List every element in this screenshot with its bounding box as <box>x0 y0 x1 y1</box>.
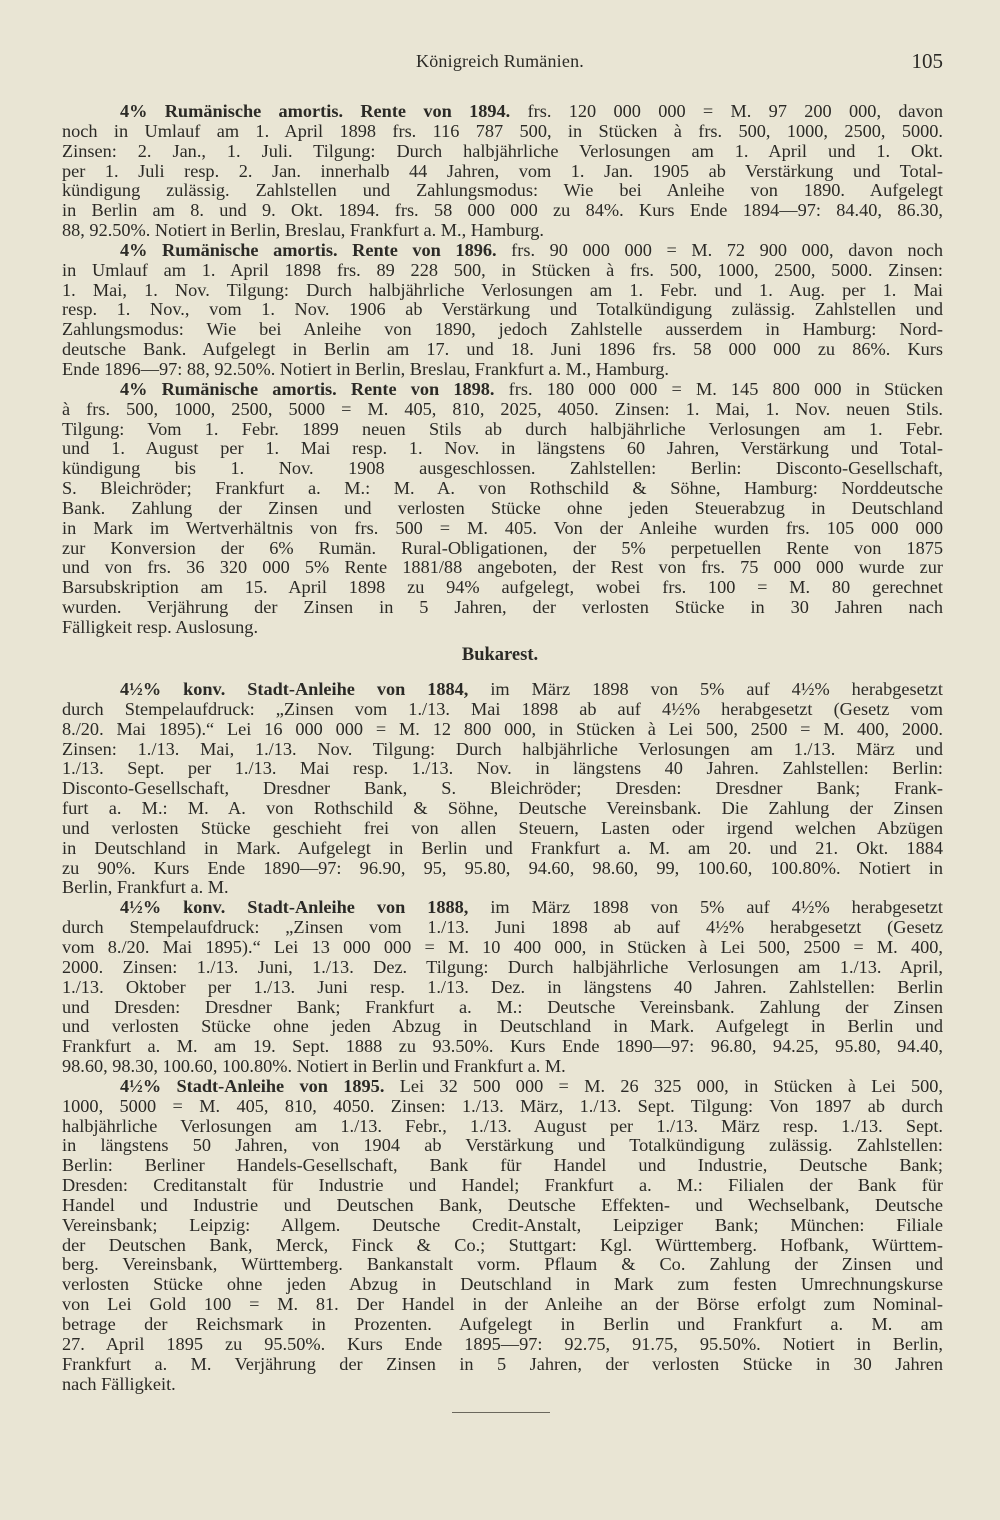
line-text: und Dresden: Dresdner Bank; Frankfurt a. M.: Deutsche Vereinsbank. Zahlung der Zinsen <box>62 996 943 1017</box>
paragraph <box>62 898 943 1077</box>
line-text: zur Konversion der 6% Rumän. Rural-Obligationen, der 5% perpetuellen Rente von 1875 <box>62 537 943 558</box>
text-line <box>62 281 943 301</box>
text-line <box>62 340 943 360</box>
text-line <box>62 459 943 479</box>
paragraph <box>62 241 943 380</box>
text-line <box>62 1196 943 1216</box>
text-line <box>62 898 943 918</box>
text-line <box>62 598 943 618</box>
paragraph <box>62 1077 943 1395</box>
text-line <box>62 878 943 898</box>
text-line <box>62 1117 943 1137</box>
paragraph-lead: 4½% konv. Stadt-Anleihe von 1888, <box>120 897 469 918</box>
line-text: kündigung zulässig. Zahlstellen und Zahlungsmodus: Wie bei Anleihe von 1890. Aufgelegt <box>62 180 943 201</box>
text-line <box>62 578 943 598</box>
text-line <box>62 221 943 241</box>
line-text: 1. Mai, 1. Nov. Tilgung: Durch halbjährliche Verlosungen am 1. Febr. und 1. Aug. per 1. Mai <box>62 279 943 300</box>
text-line <box>62 1275 943 1295</box>
line-text: und verlosten Stücke ohne jeden Abzug in Deutschland in Mark. Aufgelegt in Berlin und <box>62 1016 943 1037</box>
line-text: frs. 120 000 000 = M. 97 200 000, davon <box>510 101 943 121</box>
text-line <box>62 618 943 638</box>
text-line <box>62 1017 943 1037</box>
text-line <box>62 241 943 261</box>
text-line <box>62 1355 943 1375</box>
page-number: 105 <box>911 49 943 73</box>
line-text: in Deutschland in Mark. Aufgelegt in Berlin und Frankfurt a. M. am 20. und 21. Okt. 1884 <box>62 837 943 858</box>
text-line <box>62 1335 943 1355</box>
text-line <box>62 720 943 740</box>
paragraph <box>62 680 943 898</box>
line-text: Barsubskription am 15. April 1898 zu 94% aufgelegt, wobei frs. 100 = M. 80 gerechnet <box>62 577 943 598</box>
text-line <box>62 479 943 499</box>
line-text: der Deutschen Bank, Merck, Finck & Co.; Stuttgart: Kgl. Württemberg. Hofbank, Württem- <box>62 1234 943 1255</box>
line-text: Ende 1896—97: 88, 92.50%. Notiert in Berlin, Breslau, Frankfurt a. M., Hamburg. <box>62 358 669 379</box>
text-line <box>62 162 943 182</box>
text-line <box>62 1375 943 1395</box>
bukarest-anleihe-section <box>62 680 943 1394</box>
text-line <box>62 142 943 162</box>
text-line <box>62 799 943 819</box>
line-text: Zinsen: 2. Jan., 1. Juli. Tilgung: Durch halbjährliche Verlosungen am 1. April und 1. Okt. <box>62 140 943 161</box>
line-text: verlosten Stücke ohne jeden Abzug in Deutschland in Mark zum festen Umrechnungskurse <box>62 1274 943 1295</box>
line-text: und von frs. 36 320 000 5% Rente 1881/88 angeboten, der Rest von frs. 75 000 000 wurde zur <box>62 557 943 578</box>
line-text: Berlin: Berliner Handels-Gesellschaft, Bank für Handel und Industrie, Deutsche Bank; <box>62 1155 943 1176</box>
line-text: 1000, 5000 = M. 405, 810, 4050. Zinsen: 1./13. März, 1./13. Sept. Tilgung: Von 1897 ab durch <box>62 1095 943 1116</box>
line-text: Zinsen: 1./13. Mai, 1./13. Nov. Tilgung: Durch halbjährliche Verlosungen am 1./13. März und <box>62 738 943 759</box>
text-line <box>62 1216 943 1236</box>
running-title: Königreich Rumänien. <box>416 51 584 71</box>
text-line <box>62 839 943 859</box>
line-text: frs. 180 000 000 = M. 145 800 000 in Stücken <box>494 378 943 399</box>
line-text: berg. Vereinsbank, Württemberg. Bankanstalt vorm. Pflaum & Co. Zahlung der Zinsen und <box>62 1254 943 1275</box>
paragraph <box>62 380 943 638</box>
line-text: Lei 32 500 000 = M. 26 325 000, in Stücken à Lei 500, <box>384 1075 943 1096</box>
paragraph-lead: 4% Rumänische amortis. Rente von 1896. <box>120 239 497 260</box>
line-text: 8./20. Mai 1895).“ Lei 16 000 000 = M. 12 800 000, in Stücken à Lei 500, 2500 = M. 400, 2000. <box>62 718 943 739</box>
line-text: à frs. 500, 1000, 2500, 5000 = M. 405, 810, 2025, 4050. Zinsen: 1. Mai, 1. Nov. neuen Stils. <box>62 398 943 419</box>
paragraph-lead: 4½% Stadt-Anleihe von 1895. <box>120 1075 385 1096</box>
text-line <box>62 779 943 799</box>
text-line <box>62 519 943 539</box>
text-line <box>62 700 943 720</box>
text-line <box>62 958 943 978</box>
text-line <box>62 539 943 559</box>
line-text: Dresden: Creditanstalt für Industrie und Handel; Frankfurt a. M.: Filialen der Bank für <box>62 1175 943 1196</box>
text-line <box>62 759 943 779</box>
paragraph <box>62 102 943 241</box>
line-text: durch Stempelaufdruck: „Zinsen vom 1./13. Mai 1898 ab auf 4½% herabgesetzt (Gesetz vom <box>62 698 943 719</box>
line-text: 2000. Zinsen: 1./13. Juni, 1./13. Dez. Tilgung: Durch halbjährliche Verlosungen am 1./13. April, <box>62 956 943 977</box>
line-text: von Lei Gold 100 = M. 81. Der Handel in der Anleihe an der Börse erfolgt zum Nominal- <box>62 1294 943 1315</box>
text-line <box>62 1236 943 1256</box>
line-text: Frankfurt a. M. am 19. Sept. 1888 zu 93.50%. Kurs Ende 1890—97: 96.80, 94.25, 95.80, 94.40, <box>62 1036 943 1057</box>
text-line <box>62 499 943 519</box>
line-text: Frankfurt a. M. Verjährung der Zinsen in 5 Jahren, der verlosten Stücke in 30 Jahren <box>62 1353 943 1374</box>
paragraph-lead: 4% Rumänische amortis. Rente von 1894. <box>120 101 511 121</box>
line-text: 98.60, 98.30, 100.60, 100.80%. Notiert in Berlin und Frankfurt a. M. <box>62 1056 566 1077</box>
text-line <box>62 102 943 122</box>
text-line <box>62 740 943 760</box>
line-text: Tilgung: Vom 1. Febr. 1899 neuen Stils ab durch halbjährliche Verlosungen am 1. Febr. <box>62 418 943 439</box>
text-line <box>62 1255 943 1275</box>
line-text: Berlin, Frankfurt a. M. <box>62 877 229 898</box>
line-text: in Berlin am 8. und 9. Okt. 1894. frs. 58 000 000 zu 84%. Kurs Ende 1894—97: 84.40, 86.30, <box>62 200 943 221</box>
text-line <box>62 1097 943 1117</box>
line-text: und verlosten Stücke geschieht frei von allen Steuern, Lasten oder irgend welchen Abzügen <box>62 817 943 838</box>
line-text: nach Fälligkeit. <box>62 1373 176 1394</box>
closing-rule <box>452 1412 550 1413</box>
line-text: zu 90%. Kurs Ende 1890—97: 96.90, 95, 95.80, 94.60, 98.60, 99, 100.60, 100.80%. Notiert in <box>62 857 943 878</box>
line-text: 27. April 1895 zu 95.50%. Kurs Ende 1895—97: 92.75, 91.75, 95.50%. Notiert in Berlin, <box>62 1333 943 1354</box>
text-line <box>62 300 943 320</box>
text-line <box>62 1156 943 1176</box>
line-text: in Umlauf am 1. April 1898 frs. 89 228 500, in Stücken à frs. 500, 1000, 2500, 5000. Zinsen: <box>62 259 943 280</box>
text-line <box>62 918 943 938</box>
line-text: per 1. Juli resp. 2. Jan. innerhalb 44 Jahren, vom 1. Jan. 1905 ab Verstärkung und Total- <box>62 160 943 181</box>
rumanien-rente-section <box>62 102 943 638</box>
line-text: 1./13. Sept. per 1./13. Mai resp. 1./13. Nov. in längstens 40 Jahren. Zahlstellen: Berlin: <box>62 758 943 779</box>
text-line <box>62 938 943 958</box>
line-text: S. Bleichröder; Frankfurt a. M.: M. A. von Rothschild & Söhne, Hamburg: Norddeutsche <box>62 478 943 499</box>
line-text: im März 1898 von 5% auf 4½% herabgesetzt <box>468 679 943 699</box>
text-line <box>62 439 943 459</box>
line-text: Handel und Industrie und Deutschen Bank, Deutsche Effekten- und Wechselbank, Deutsche <box>62 1194 943 1215</box>
text-line <box>62 1057 943 1077</box>
text-line <box>62 360 943 380</box>
line-text: im März 1898 von 5% auf 4½% herabgesetzt <box>468 897 943 918</box>
line-text: wurden. Verjährung der Zinsen in 5 Jahren, der verlosten Stücke in 30 Jahren nach <box>62 597 943 618</box>
text-line <box>62 380 943 400</box>
line-text: Bank. Zahlung der Zinsen und verlosten Stücke ohne jeden Steuerabzug in Deutschland <box>62 497 943 518</box>
paragraph-lead: 4% Rumänische amortis. Rente von 1898. <box>120 378 495 399</box>
line-text: furt a. M.: M. A. von Rothschild & Söhne, Deutsche Vereinsbank. Die Zahlung der Zinsen <box>62 798 943 819</box>
line-text: 88, 92.50%. Notiert in Berlin, Breslau, Frankfurt a. M., Hamburg. <box>62 220 545 241</box>
text-line <box>62 819 943 839</box>
text-line <box>62 558 943 578</box>
text-line <box>62 181 943 201</box>
line-text: in Mark im Wertverhältnis von frs. 500 = M. 405. Von der Anleihe wurden frs. 105 000 000 <box>62 517 943 538</box>
text-line <box>62 998 943 1018</box>
line-text: halbjährliche Verlosungen am 1./13. Febr., 1./13. August per 1./13. März resp. 1./13. Sept. <box>62 1115 943 1136</box>
text-line <box>62 1136 943 1156</box>
line-text: vom 8./20. Mai 1895).“ Lei 13 000 000 = M. 10 400 000, in Stücken à Lei 500, 2500 = M. 400, <box>62 936 943 957</box>
line-text: Fälligkeit resp. Auslosung. <box>62 616 259 637</box>
line-text: Zahlungsmodus: Wie bei Anleihe von 1890, jedoch Zahlstelle ausserdem in Hamburg: Nord- <box>62 319 943 340</box>
line-text: durch Stempelaufdruck: „Zinsen vom 1./13. Juni 1898 ab auf 4½% herabgesetzt (Gesetz <box>62 917 943 938</box>
text-line <box>62 261 943 281</box>
text-line <box>62 859 943 879</box>
text-line <box>62 1315 943 1335</box>
paragraph-lead: 4½% konv. Stadt-Anleihe von 1884, <box>120 679 469 699</box>
line-text: kündigung bis 1. Nov. 1908 ausgeschlossen. Zahlstellen: Berlin: Disconto-Gesellschaft, <box>62 458 943 479</box>
line-text: 1./13. Oktober per 1./13. Juni resp. 1./13. Dez. in längstens 40 Jahren. Zahlstellen: Berlin <box>62 976 943 997</box>
text-line <box>62 1077 943 1097</box>
line-text: resp. 1. Nov., vom 1. Nov. 1906 ab Verstärkung und Totalkündigung zulässig. Zahlstellen und <box>62 299 943 320</box>
text-line <box>62 420 943 440</box>
line-text: Vereinsbank; Leipzig: Allgem. Deutsche Credit-Anstalt, Leipziger Bank; München: Filiale <box>62 1214 943 1235</box>
line-text: noch in Umlauf am 1. April 1898 frs. 116 787 500, in Stücken à frs. 500, 1000, 2500, 5000. <box>62 120 943 141</box>
line-text: betrage der Reichsmark in Prozenten. Aufgelegt in Berlin und Frankfurt a. M. am <box>62 1314 943 1334</box>
line-text: und 1. August per 1. Mai resp. 1. Nov. in längstens 60 Jahren, Verstärkung und Total- <box>62 438 943 459</box>
text-line <box>62 978 943 998</box>
text-line <box>62 122 943 142</box>
section-heading-bukarest: Bukarest. <box>461 645 539 665</box>
line-text: deutsche Bank. Aufgelegt in Berlin am 17. und 18. Juni 1896 frs. 58 000 000 zu 86%. Kurs <box>62 339 943 360</box>
text-line <box>62 320 943 340</box>
text-line <box>62 400 943 420</box>
line-text: Disconto-Gesellschaft, Dresdner Bank, S. Bleichröder; Dresden: Dresdner Bank; Frank- <box>62 778 943 799</box>
text-line <box>62 1176 943 1196</box>
line-text: frs. 90 000 000 = M. 72 900 000, davon noch <box>496 239 943 260</box>
line-text: in längstens 50 Jahren, von 1904 ab Verstärkung und Totalkündigung zulässig. Zahlstellen: <box>62 1135 943 1156</box>
text-line <box>62 680 943 700</box>
text-line <box>62 1295 943 1315</box>
text-line <box>62 1037 943 1057</box>
text-line <box>62 201 943 221</box>
